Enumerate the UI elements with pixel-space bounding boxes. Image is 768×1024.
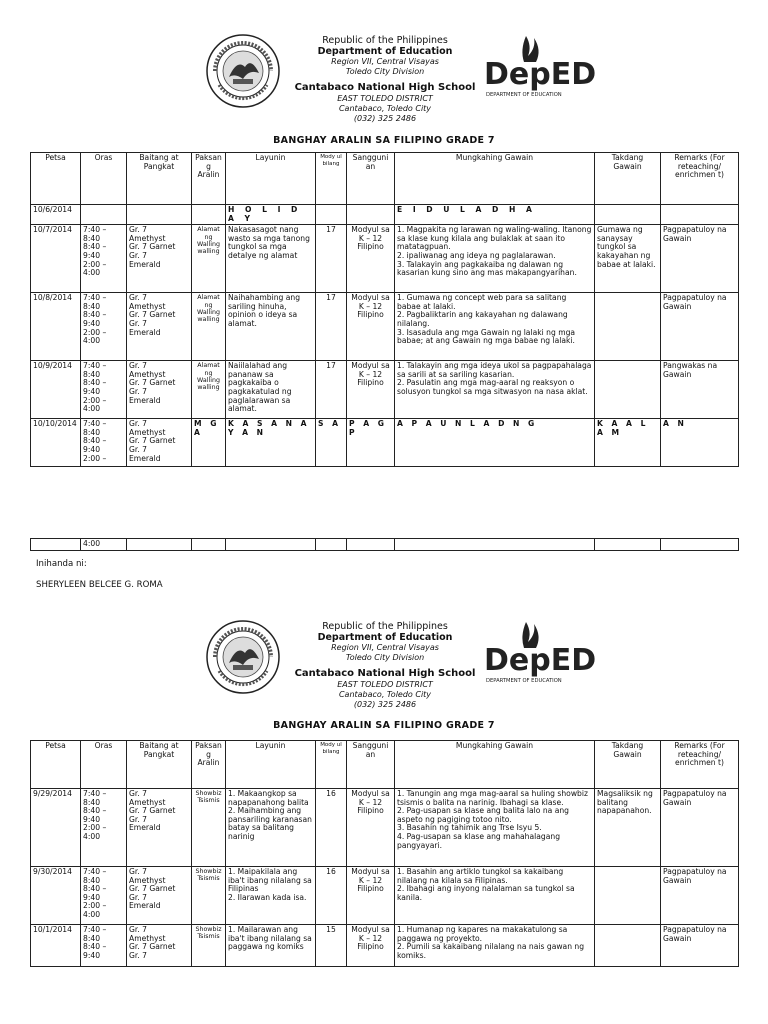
- col-sanggunian: Sangguni an: [347, 741, 395, 789]
- cell-objective: Nakasasagot nang wasto sa mga tanong tungkol sa mga detalye ng alamat: [226, 225, 316, 293]
- cell-remarks: Pagpapatuloy na Gawain: [661, 867, 739, 925]
- cell-module: 15: [316, 925, 347, 967]
- deped-logo-icon: [484, 618, 597, 686]
- col-takdang: Takdang Gawain: [595, 741, 661, 789]
- cell-objective: K A S A N A Y A N: [226, 419, 316, 467]
- cell-homework: Magsaliksik ng balitang napapanahon.: [595, 789, 661, 867]
- table-row: [31, 225, 739, 293]
- col-modyul: Mody ul bilang: [316, 153, 347, 205]
- cell-activity: 1. Gumawa ng concept web para sa salitang babae at lalaki. 2. Pagbaliktarin ang kakayahan ng dalawang nilalang. 3. Isasadula ang mga Gawain ng lalaki ng mga babae; at ang Gawain ng mga babae ng lalaki.: [395, 293, 595, 361]
- cell-homework: [595, 925, 661, 967]
- col-takdang: Takdang Gawain: [595, 153, 661, 205]
- cell-remarks: Pagpapatuloy na Gawain: [661, 293, 739, 361]
- col-remarks: Remarks (For reteaching/ enrichmen t): [661, 153, 739, 205]
- phone-line: (032) 325 2486: [353, 700, 417, 709]
- cell-activity: 1. Basahin ang artiklo tungkol sa kakaibang nilalang na kilala sa Filipinas. 2. Ibahagi ang inyong nalalaman sa tungkol sa kanila.: [395, 867, 595, 925]
- cell-time: 7:40 – 8:40 8:40 – 9:40 2:00 –: [81, 419, 127, 467]
- cell-topic: Alamat ng Walling walling: [192, 361, 226, 419]
- cell-sections: Gr. 7 Amethyst Gr. 7 Garnet Gr. 7 Emerald: [127, 789, 192, 867]
- table-row: [31, 205, 739, 225]
- deped-logo-icon: [484, 32, 597, 100]
- cell-remarks: A N: [661, 419, 739, 467]
- cell-topic: Showbiz Tsismis: [192, 789, 226, 867]
- col-oras: Oras: [81, 153, 127, 205]
- division-line: Toledo City Division: [345, 67, 425, 76]
- col-baitang: Baitang at Pangkat: [127, 741, 192, 789]
- cell-reference: Modyul sa K – 12 Filipino: [347, 293, 395, 361]
- cell-date: 9/30/2014: [31, 867, 81, 925]
- republic-line: Republic of the Philippines: [322, 35, 448, 46]
- svg-text:DepED: DepED: [484, 57, 597, 92]
- col-remarks: Remarks (For reteaching/ enrichmen t): [661, 741, 739, 789]
- cell-remarks: Pagpapatuloy na Gawain: [661, 925, 739, 967]
- table-header-row: [31, 741, 739, 789]
- cell-date: 10/7/2014: [31, 225, 81, 293]
- cell-time: 7:40 – 8:40 8:40 – 9:40 2:00 – 4:00: [81, 225, 127, 293]
- cell-module: 17: [316, 225, 347, 293]
- table-row: [31, 789, 739, 867]
- cell-reference: Modyul sa K – 12 Filipino: [347, 361, 395, 419]
- cell-homework: [595, 361, 661, 419]
- cell-remarks: Pangwakas na Gawain: [661, 361, 739, 419]
- cell-sections: Gr. 7 Amethyst Gr. 7 Garnet Gr. 7 Emerald: [127, 225, 192, 293]
- col-petsa: Petsa: [31, 153, 81, 205]
- svg-text:DepED: DepED: [484, 643, 597, 678]
- cell-date: 10/6/2014: [31, 205, 81, 225]
- cell-date: 10/9/2014: [31, 361, 81, 419]
- cell-topic: M G A: [192, 419, 226, 467]
- cell-topic: Alamat ng Walling walling: [192, 293, 226, 361]
- cell-time: 7:40 – 8:40 8:40 – 9:40 2:00 – 4:00: [81, 361, 127, 419]
- table-row: [31, 539, 739, 551]
- col-petsa: Petsa: [31, 741, 81, 789]
- col-oras: Oras: [81, 741, 127, 789]
- cell-homework: Gumawa ng sanaysay tungkol sa kakayahan ng babae at lalaki.: [595, 225, 661, 293]
- cell-objective: 1. Mailarawan ang iba't ibang nilalang sa paggawa ng komiks: [226, 925, 316, 967]
- lesson-plan-table-2: [30, 740, 739, 967]
- cell-activity: 1. Humanap ng kapares na makakatulong sa paggawa ng proyekto. 2. Pumili sa kakaibang nilalang na nais gawan ng komiks.: [395, 925, 595, 967]
- table-row: [31, 925, 739, 967]
- document-title: BANGHAY ARALIN SA FILIPINO GRADE 7: [273, 135, 495, 146]
- region-line: Region VII, Central Visayas: [331, 57, 439, 66]
- cell-module: 16: [316, 789, 347, 867]
- col-sanggunian: Sangguni an: [347, 153, 395, 205]
- table-row: [31, 361, 739, 419]
- cell-module: 16: [316, 867, 347, 925]
- col-layunin: Layunin: [226, 741, 316, 789]
- cell-module: 17: [316, 361, 347, 419]
- cell-sections: Gr. 7 Amethyst Gr. 7 Garnet Gr. 7 Emerald: [127, 419, 192, 467]
- table-row: [31, 293, 739, 361]
- cell-reference: Modyul sa K – 12 Filipino: [347, 225, 395, 293]
- col-baitang: Baitang at Pangkat: [127, 153, 192, 205]
- school-name: Cantabaco National High School: [294, 82, 476, 93]
- district-line: EAST TOLEDO DISTRICT: [337, 94, 433, 103]
- table-row: [31, 419, 739, 467]
- cell-objective: Naihahambing ang sariling hinuha, opinion o ideya sa alamat.: [226, 293, 316, 361]
- address-line: Cantabaco, Toledo City: [338, 104, 432, 113]
- phone-line: (032) 325 2486: [353, 114, 417, 123]
- cell-objective: Naiilalahad ang pananaw sa pagkakaiba o pagkakatulad ng paglalarawan sa alamat.: [226, 361, 316, 419]
- cell-homework: [595, 867, 661, 925]
- cell-reference: Modyul sa K – 12 Filipino: [347, 789, 395, 867]
- cell-time: 7:40 – 8:40 8:40 – 9:40 2:00 – 4:00: [81, 789, 127, 867]
- cell-sections: Gr. 7 Amethyst Gr. 7 Garnet Gr. 7 Emerald: [127, 293, 192, 361]
- col-modyul: Mody ul bilang: [316, 741, 347, 789]
- cell-sections: Gr. 7 Amethyst Gr. 7 Garnet Gr. 7 Emerald: [127, 867, 192, 925]
- cell-sections: Gr. 7 Amethyst Gr. 7 Garnet Gr. 7: [127, 925, 192, 967]
- cell-date: 10/8/2014: [31, 293, 81, 361]
- cell-activity: 1. Talakayin ang mga ideya ukol sa pagpapahalaga sa sarili at sa sariling kasarian. 2. Pasulatin ang mga mag-aaral ng reaksyon o solusyon tungkol sa mga sitwasyon na nasa aklat.: [395, 361, 595, 419]
- cell-date: 10/10/2014: [31, 419, 81, 467]
- cell-topic: Showbiz Tsismis: [192, 867, 226, 925]
- col-layunin: Layunin: [226, 153, 316, 205]
- cell-sections: Gr. 7 Amethyst Gr. 7 Garnet Gr. 7 Emerald: [127, 361, 192, 419]
- cell-module: S A: [316, 419, 347, 467]
- region-line: Region VII, Central Visayas: [331, 643, 439, 652]
- department-line: Department of Education: [317, 46, 453, 57]
- cell-time: 4:00: [81, 539, 127, 551]
- table-continuation: [30, 538, 739, 551]
- cell-remarks: Pagpapatuloy na Gawain: [661, 225, 739, 293]
- svg-text:DEPARTMENT OF EDUCATION: DEPARTMENT OF EDUCATION: [486, 92, 562, 98]
- cell-reference: P A G P: [347, 419, 395, 467]
- table-row: [31, 867, 739, 925]
- cell-remarks: Pagpapatuloy na Gawain: [661, 789, 739, 867]
- cell-date: 9/29/2014: [31, 789, 81, 867]
- cell-activity: 1. Tanungin ang mga mag-aaral sa huling showbiz tsismis o balita na narinig. Ibahagi sa klase. 2. Pag-usapan sa klase ang balita lalo na ang aspeto ng pagiging totoo nito. 3. Basahin ng tahimik ang Trse Isyu 5. 4. Pag-usapan sa klase ang mahahalagang pangyayari.: [395, 789, 595, 867]
- prepared-by-name: SHERYLEEN BELCEE G. ROMA: [36, 580, 163, 590]
- holiday-label-2: E I D U L A D H A: [395, 205, 595, 225]
- lesson-plan-table-1: [30, 152, 739, 467]
- cell-time: 7:40 – 8:40 8:40 – 9:40: [81, 925, 127, 967]
- department-line: Department of Education: [317, 632, 453, 643]
- cell-homework: [595, 293, 661, 361]
- district-line: EAST TOLEDO DISTRICT: [337, 680, 433, 689]
- cell-date: 10/1/2014: [31, 925, 81, 967]
- cell-objective: 1. Makaangkop sa napapanahong balita 2. Maihambing ang pansariling karanasan batay sa balitang narinig: [226, 789, 316, 867]
- cell-activity: 1. Magpakita ng larawan ng waling-waling. Itanong sa klase kung kilala ang bulaklak at saan ito matatagpuan. 2. ipaliwanag ang ideya ng paglalarawan. 3. Talakayin ang pagkakaiba ng dalawan ng kasarian kung sino ang mas makapangyarihan.: [395, 225, 595, 293]
- col-paksa: Paksan g Aralin: [192, 741, 226, 789]
- cell-time: 7:40 – 8:40 8:40 – 9:40 2:00 – 4:00: [81, 293, 127, 361]
- prepared-by-label: Inihanda ni:: [36, 559, 87, 569]
- cell-reference: Modyul sa K – 12 Filipino: [347, 867, 395, 925]
- col-paksa: Paksan g Aralin: [192, 153, 226, 205]
- col-gawain: Mungkahing Gawain: [395, 741, 595, 789]
- cell-module: 17: [316, 293, 347, 361]
- cell-homework: K A A L A M: [595, 419, 661, 467]
- cell-objective: 1. Maipakilala ang iba't ibang nilalang sa Filipinas 2. Ilarawan kada isa.: [226, 867, 316, 925]
- table-header-row: [31, 153, 739, 205]
- school-name: Cantabaco National High School: [294, 668, 476, 679]
- republic-line: Republic of the Philippines: [322, 621, 448, 632]
- document-title: BANGHAY ARALIN SA FILIPINO GRADE 7: [273, 720, 495, 731]
- cell-time: 7:40 – 8:40 8:40 – 9:40 2:00 – 4:00: [81, 867, 127, 925]
- holiday-label: H O L I D A Y: [226, 205, 316, 225]
- cell-topic: Alamat ng Walling walling: [192, 225, 226, 293]
- cell-reference: Modyul sa K – 12 Filipino: [347, 925, 395, 967]
- col-gawain: Mungkahing Gawain: [395, 153, 595, 205]
- svg-text:DEPARTMENT OF EDUCATION: DEPARTMENT OF EDUCATION: [486, 678, 562, 684]
- cell-activity: A P A U N L A D N G: [395, 419, 595, 467]
- cell-topic: Showbiz Tsismis: [192, 925, 226, 967]
- address-line: Cantabaco, Toledo City: [338, 690, 432, 699]
- division-line: Toledo City Division: [345, 653, 425, 662]
